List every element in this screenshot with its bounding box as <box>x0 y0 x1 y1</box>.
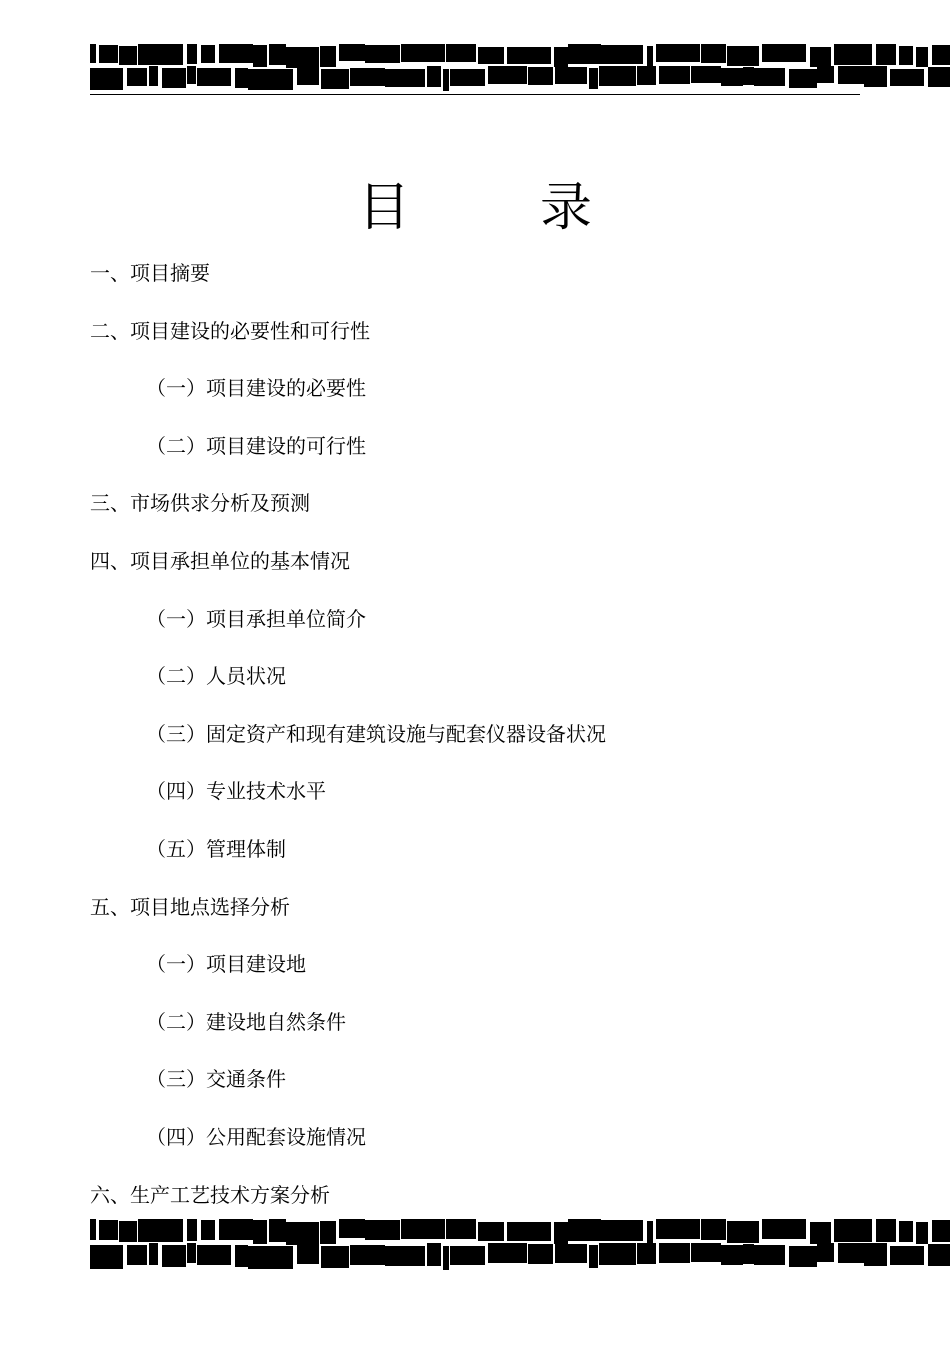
garble-block <box>320 1221 336 1244</box>
toc-section-heading: 三、市场供求分析及预测 <box>90 491 310 516</box>
garble-block <box>320 46 336 67</box>
garble-block <box>659 66 690 84</box>
garble-block <box>864 1243 887 1266</box>
toc-subsection-item: （四）公用配套设施情况 <box>146 1125 366 1149</box>
garble-block <box>385 69 425 87</box>
garble-block <box>899 46 913 65</box>
garble-block <box>659 1243 690 1263</box>
garble-block <box>647 1221 653 1243</box>
toc-subsection-item: （二）人员状况 <box>146 664 286 689</box>
garble-block <box>890 1246 924 1265</box>
garble-block <box>149 1243 158 1265</box>
garble-block <box>817 66 834 83</box>
garble-block <box>162 68 186 88</box>
garble-block <box>297 68 319 85</box>
garble-block <box>507 47 551 64</box>
garble-block <box>528 1244 553 1264</box>
garble-block <box>219 44 253 63</box>
garble-block <box>197 68 231 86</box>
garble-block <box>754 68 785 86</box>
toc-subsection-item: （三）固定资产和现有建筑设施与配套仪器设备状况 <box>146 721 606 746</box>
toc-section-heading: 六、生产工艺技术方案分析 <box>90 1182 330 1207</box>
toc-subsection-item: （一）项目建设的必要性 <box>146 376 366 401</box>
garble-block <box>601 45 643 64</box>
toc-subsection-item: （二）项目建设的可行性 <box>146 433 366 458</box>
garble-block <box>928 1244 950 1266</box>
garble-block <box>90 44 96 63</box>
garble-block <box>450 69 485 86</box>
garble-block <box>864 66 887 87</box>
garble-block <box>90 1219 96 1240</box>
garble-block <box>932 45 950 65</box>
garble-block <box>321 69 349 89</box>
garble-block <box>253 1220 267 1244</box>
garble-block <box>637 66 656 85</box>
garble-block <box>838 1243 864 1263</box>
garble-block <box>253 45 267 67</box>
garble-block <box>637 1243 656 1264</box>
garble-block <box>762 44 806 62</box>
garble-block <box>555 67 587 84</box>
garble-block <box>187 44 197 64</box>
header-garbled-text <box>90 40 950 100</box>
garble-block <box>286 47 319 68</box>
garble-block <box>932 1220 950 1242</box>
garble-block <box>555 1244 587 1263</box>
garble-block <box>727 46 759 66</box>
garble-block <box>149 66 158 86</box>
toc-section-heading: 二、项目建设的必要性和可行性 <box>90 318 370 343</box>
garble-block <box>446 44 476 62</box>
garble-block <box>187 1219 197 1241</box>
garble-block <box>201 1220 215 1240</box>
toc-subsection-item: （一）项目承担单位简介 <box>146 606 366 631</box>
garble-block <box>427 1243 441 1266</box>
garble-block <box>171 44 183 65</box>
garble-block <box>286 1222 319 1245</box>
garble-block <box>691 1243 721 1262</box>
garble-block <box>401 1219 445 1239</box>
garble-block <box>656 1219 700 1239</box>
garble-block <box>599 66 636 86</box>
garble-block <box>789 1246 817 1267</box>
garble-block <box>488 66 527 84</box>
garble-block <box>350 1245 385 1265</box>
garble-block <box>427 66 441 87</box>
garble-block <box>528 67 553 85</box>
garble-block <box>269 1219 286 1242</box>
garble-block <box>876 1219 896 1242</box>
garble-block <box>450 1246 485 1265</box>
garble-block <box>339 44 365 61</box>
toc-subsection-item: （一）项目建设地 <box>146 952 306 977</box>
garble-block <box>478 1222 504 1241</box>
footer-garbled-text <box>90 1215 950 1275</box>
garble-block <box>876 44 896 65</box>
garble-block <box>321 1246 349 1268</box>
garble-block <box>127 1245 147 1265</box>
garble-block <box>890 69 924 86</box>
garble-block <box>599 1243 636 1265</box>
garble-block <box>701 1219 726 1240</box>
garble-block <box>762 1219 806 1239</box>
garble-block <box>443 1246 449 1270</box>
garble-block <box>916 47 928 67</box>
toc-section-heading: 四、项目承担单位的基本情况 <box>90 549 350 573</box>
garble-block <box>810 1222 831 1244</box>
toc-section-heading: 一、项目摘要 <box>90 261 210 285</box>
garble-block <box>817 1243 834 1262</box>
garble-block <box>899 1221 913 1242</box>
garble-block <box>554 1222 568 1244</box>
garble-block <box>138 1219 171 1242</box>
garble-block <box>721 1245 743 1265</box>
toc-subsection-item: （二）建设地自然条件 <box>146 1009 346 1034</box>
garble-block <box>171 1219 183 1242</box>
header-rule <box>90 94 860 95</box>
garble-block <box>478 47 504 64</box>
garble-block <box>928 67 950 87</box>
garble-block <box>162 1245 186 1267</box>
toc-subsection-item: （三）交通条件 <box>146 1067 286 1092</box>
garble-block <box>297 1245 319 1264</box>
garble-block <box>647 46 653 66</box>
garble-block <box>568 44 601 64</box>
garble-block <box>119 46 137 65</box>
garble-block <box>99 1220 118 1240</box>
garble-block <box>743 1244 754 1264</box>
garble-block <box>446 1219 476 1239</box>
garble-block <box>691 66 721 83</box>
garble-block <box>601 1220 643 1241</box>
garble-block <box>187 1243 196 1263</box>
garble-block <box>834 44 872 65</box>
garble-block <box>721 68 743 86</box>
garble-block <box>248 1246 293 1269</box>
garble-block <box>701 44 726 63</box>
garble-block <box>443 69 449 91</box>
garble-block <box>90 68 123 90</box>
garble-block <box>589 68 598 89</box>
title-char-1: 目 <box>357 178 410 238</box>
page-title <box>0 176 950 240</box>
garble-block <box>838 66 864 84</box>
garble-block <box>589 1245 598 1268</box>
garble-block <box>248 69 293 90</box>
garble-block <box>789 69 817 88</box>
toc-subsection-item: （四）专业技术水平 <box>146 779 326 804</box>
garble-block <box>365 1220 400 1240</box>
garble-block <box>197 1245 231 1265</box>
garble-block <box>235 1245 248 1267</box>
toc-subsection-item: （五）管理体制 <box>146 837 286 861</box>
garble-block <box>385 1246 425 1266</box>
garble-block <box>365 45 400 63</box>
garble-block <box>810 47 831 67</box>
garble-block <box>235 68 248 88</box>
garble-block <box>743 67 754 85</box>
garble-block <box>554 47 568 67</box>
garble-block <box>568 1219 601 1241</box>
garble-block <box>350 68 385 86</box>
garble-block <box>119 1221 137 1242</box>
garble-block <box>727 1221 759 1243</box>
garble-block <box>201 45 215 63</box>
garble-block <box>656 44 700 62</box>
toc-section-heading: 五、项目地点选择分析 <box>90 894 290 919</box>
title-char-2: 录 <box>540 178 593 238</box>
garble-block <box>507 1222 551 1241</box>
garble-block <box>99 45 118 63</box>
garble-block <box>219 1219 253 1240</box>
garble-block <box>401 44 445 62</box>
garble-block <box>138 44 171 65</box>
garble-block <box>339 1219 365 1238</box>
garble-block <box>488 1243 527 1263</box>
garble-block <box>834 1219 872 1242</box>
garble-block <box>90 1245 123 1269</box>
garble-block <box>127 68 147 86</box>
garble-block <box>187 66 196 84</box>
garble-block <box>754 1245 785 1265</box>
garble-block <box>269 44 286 65</box>
garble-block <box>916 1222 928 1244</box>
